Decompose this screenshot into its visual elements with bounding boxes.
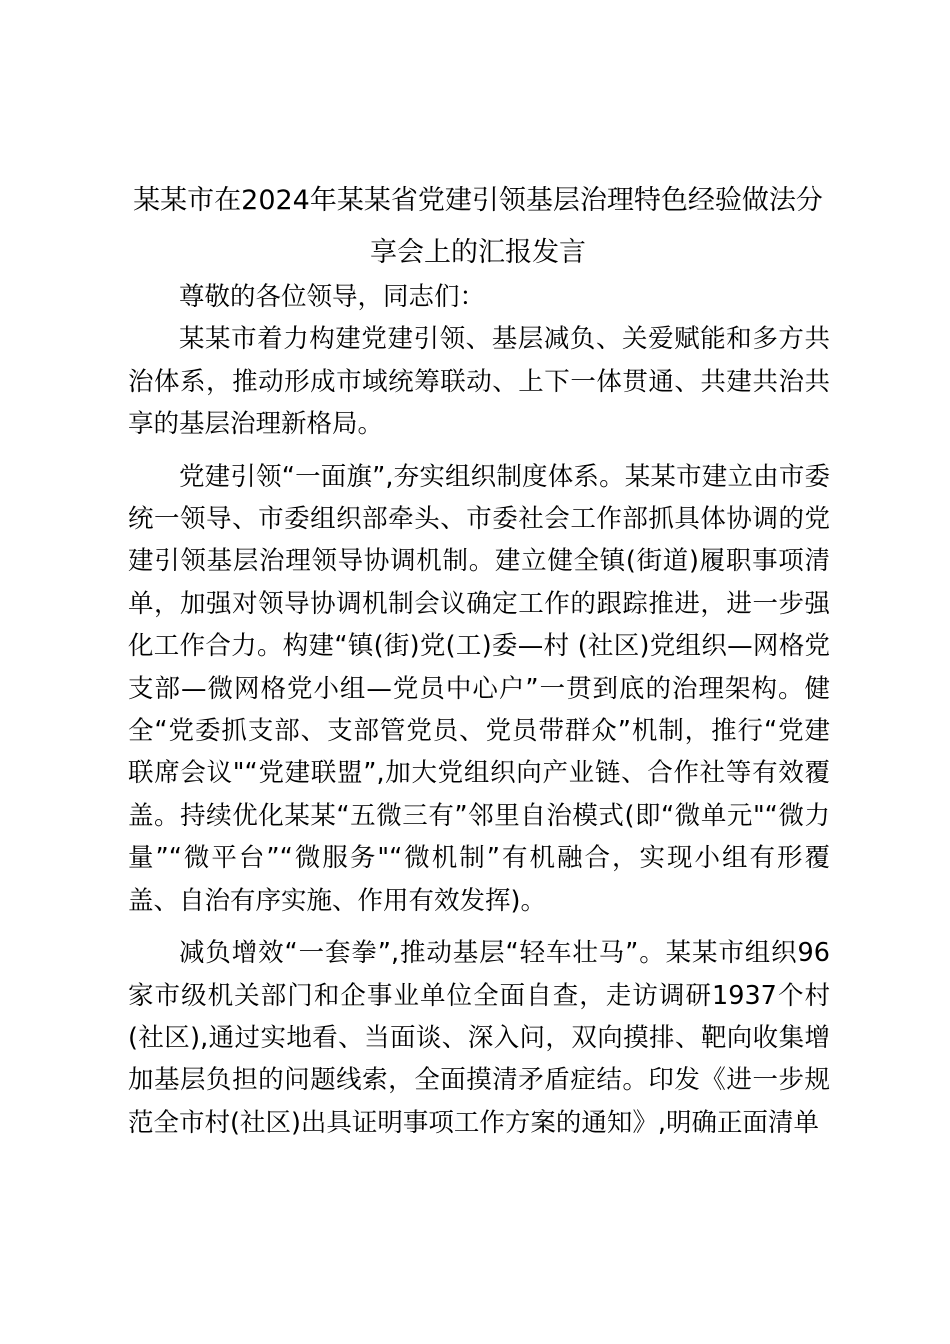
document-title: 某某市在2024年某某省党建引领基层治理特色经验做法分享会上的汇报发言 <box>133 185 823 268</box>
paragraph-party-building: 党建引领“一面旗”,夯实组织制度体系。某某市建立由市委统一领导、市委组织部牵头、市委社会工作部抓具体协调的党建引领基层治理领导协调机制。建立健全镇(街道)履职事项清单，加强对领导协调机制会议确定工作的跟踪推进，进一步强化工作合力。构建“镇(街)党(工)委—村 (社区)党组织—网格党支部—微网格党小组—党员中心户”一贯到底的治理架构。健全“党委抓支部、支部管党员、党员带群众”机制，推行“党建联席会议"“党建联盟”,加大党组织向产业链、合作社等有效覆盖。持续优化某某“五微三有”邻里自治模式(即“微单元"“微力量”“微平台”“微服务"“微机制”有机融合，实现小组有形覆盖、自治有序实施、作用有效发挥)。 <box>128 461 830 916</box>
paragraph-burden-reduction: 减负增效“一套拳”,推动基层“轻车壮马”。某某市组织96家市级机关部门和企事业单位全面自查，走访调研1937个村(社区),通过实地看、当面谈、深入问，双向摸排、靶向收集增加基层负担的问题线索，全面摸清矛盾症结。印发《进一步规范全市村(社区)出具证明事项工作方案的通知》,明确正面清单 <box>128 938 830 1138</box>
paragraph-intro: 某某市着力构建党建引领、基层减负、关爱赋能和多方共治体系，推动形成市域统筹联动、上下一体贯通、共建共治共享的基层治理新格局。 <box>128 324 830 440</box>
document-body <box>128 276 830 1144</box>
salutation: 尊敬的各位领导，同志们： <box>179 282 486 312</box>
